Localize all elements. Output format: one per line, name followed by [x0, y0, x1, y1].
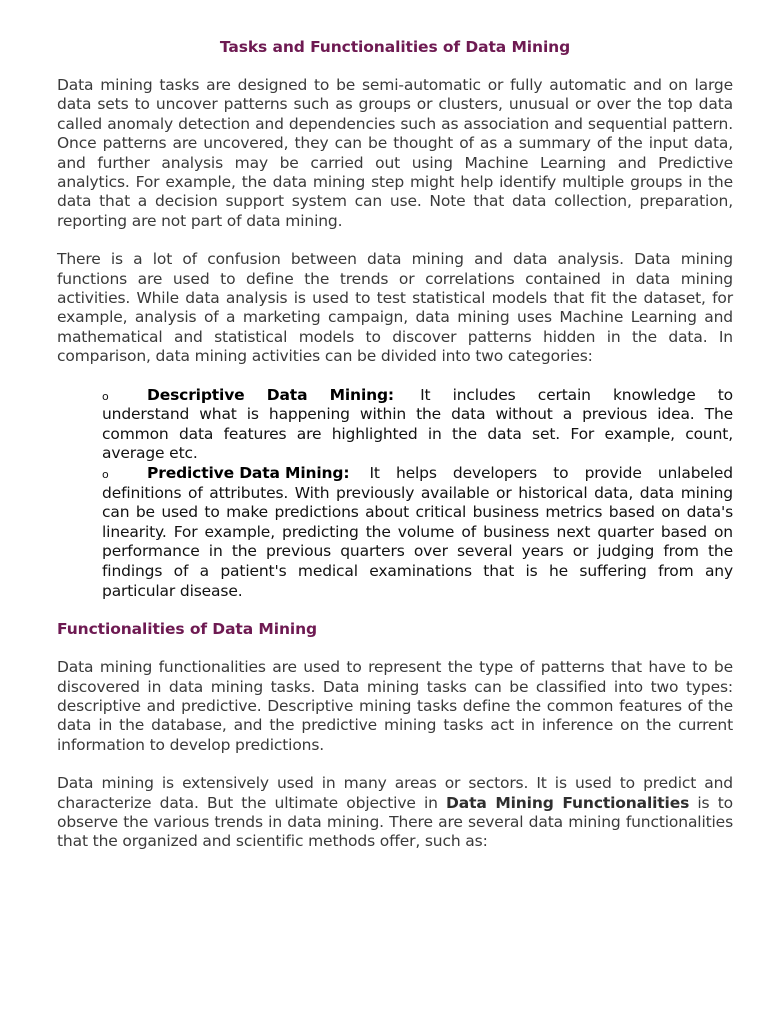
intro-paragraph: Data mining tasks are designed to be semi-automatic or fully automatic and on large data sets to uncover patterns such as groups or clusters, unusual or over the top data called anomaly detection and dependencies such as association and sequential pattern. Once patterns are uncovered, they can be thought of as a summary of the input data, and further analysis may be carried out using Machine Learning and Predictive analytics. For example, the data mining step might help identify multiple groups in the data that a decision support system can use. Note that data collection, preparation, reporting are not part of data mining. — [57, 76, 733, 230]
descriptive-text: It includes certain knowledge to understand what is happening within the data without a previous idea. The common data features are highlighted in the data set. For example, count, average etc. — [102, 385, 733, 463]
functionalities-emphasis: Data Mining Functionalities — [446, 793, 690, 812]
predictive-term: Predictive Data Mining: — [147, 464, 350, 483]
circle-bullet-icon: o — [102, 468, 109, 482]
functionalities-heading: Functionalities of Data Mining — [57, 620, 318, 639]
comparison-paragraph: There is a lot of confusion between data mining and data analysis. Data mining functions are used to define the trends or correlations contained in data mining activities. While data analysis is used to test statistical models that fit the dataset, for example, analysis of a marketing campaign, data mining uses Machine Learning and mathematical and statistical models to discover patterns hidden in the data. In comparison, data mining activities can be divided into two categories: — [57, 250, 733, 366]
objective-text-start: Data mining is extensively used in many areas or sectors. It is used to predict and characterize data. But the ultimate objective in — [57, 774, 733, 812]
circle-bullet-icon: o — [102, 389, 109, 403]
categories-list — [57, 386, 733, 602]
document-page — [57, 38, 733, 871]
objective-paragraph — [57, 774, 733, 852]
descriptive-term: Descriptive Data Mining: — [147, 385, 394, 404]
list-item — [102, 386, 733, 464]
predictive-text: It helps developers to provide unlabeled definitions of attributes. With previously available or historical data, data mining can be used to make predictions about critical business metrics based on data's linearity. For example, predicting the volume of business next quarter based on performance in the previous quarters over several years or judging from the findings of a patient's medical examinations that is he suffering from any particular disease. — [102, 464, 733, 600]
list-item — [102, 464, 733, 601]
document-title: Tasks and Functionalities of Data Mining — [219, 38, 571, 56]
objective-text-end: is to observe the various trends in data mining. There are several data mining functionalities that the organized and scientific methods offer, such as: — [57, 793, 733, 851]
functionalities-paragraph: Data mining functionalities are used to represent the type of patterns that have to be discovered in data mining tasks. Data mining tasks can be classified into two types: descriptive and predictive. Descriptive mining tasks define the common features of the data in the database, and the predictive mining tasks act in inference on the current information to develop predictions. — [57, 658, 733, 754]
